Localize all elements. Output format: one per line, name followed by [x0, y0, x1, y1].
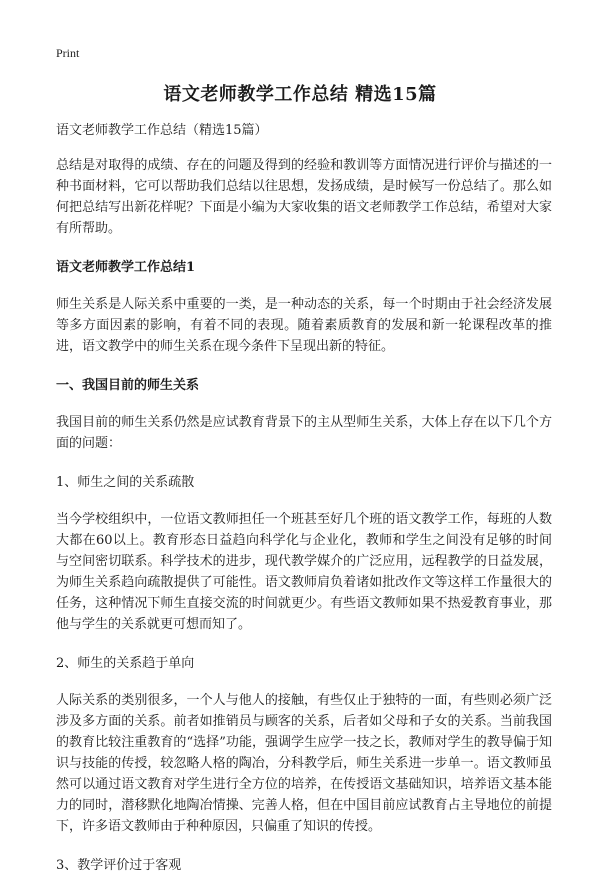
part-heading-1: 一、我国目前的师生关系 [56, 378, 200, 393]
part-1-paragraph: 我国目前的师生关系仍然是应试教育背景下的主从型师生关系，大体上存在以下几个方面的问题： [56, 415, 552, 451]
item-1-paragraph: 当今学校组织中，一位语文教师担任一个班甚至好几个班的语文教学工作，每班的人数大都在60以上。教育形态日益趋向科学化与企业化，教师和学生之间没有足够的时间与空间密切联系。科学技术的进步，现代教学媒介的广泛应用，远程教学的日益发展，为师生关系趋向疏散提供了可能性。语文教师肩负着诸如批改作文等这样工作量很大的任务，这种情况下师生直接交流的时间就更少。有些语文教师如果不热爱教育事业，那他与学生的关系就更可想而知了。 [56, 512, 552, 632]
print-link[interactable]: Print [56, 46, 80, 60]
section-heading-1: 语文老师教学工作总结1 [56, 260, 196, 275]
document-subtitle: 语文老师教学工作总结（精选15篇） [56, 123, 268, 138]
item-2-title: 2、师生的关系趋于单向 [56, 656, 195, 671]
section-1-paragraph: 师生关系是人际关系中重要的一类，是一种动态的关系，每一个时期由于社会经济发展等多方面因素的影响，有着不同的表现。随着素质教育的发展和新一轮课程改革的推进，语文教学中的师生关系在现今条件下呈现出新的特征。 [56, 297, 552, 354]
item-1-title: 1、师生之间的关系疏散 [56, 475, 195, 490]
item-3-title: 3、教学评价过于客观 [56, 858, 182, 873]
page-title: 语文老师教学工作总结 精选15篇 [163, 84, 437, 105]
intro-paragraph: 总结是对取得的成绩、存在的问题及得到的经验和教训等方面情况进行评价与描述的一种书面材料，它可以帮助我们总结以往思想，发扬成绩，是时候写一份总结了。那么如何把总结写出新花样呢？下面是小编为大家收集的语文老师教学工作总结，希望对大家有所帮助。 [56, 158, 552, 236]
document-body [56, 120, 552, 892]
item-2-paragraph: 人际关系的类别很多，一个人与他人的接触，有些仅止于独特的一面，有些则必须广泛涉及多方面的关系。前者如推销员与顾客的关系，后者如父母和子女的关系。当前我国的教育比较注重教育的“选择”功能，强调学生应学一技之长，教师对学生的教导偏于知识与技能的传授，较忽略人格的陶冶，分科教学后，师生关系进一步单一。语文教师虽然可以通过语文教育对学生进行全方位的培养，在传授语文基础知识，培养语文基本能力的同时，潜移默化地陶冶情操、完善人格，但在中国目前应试教育占主导地位的前提下，许多语文教师由于种种原因，只偏重了知识的传授。 [56, 693, 552, 834]
